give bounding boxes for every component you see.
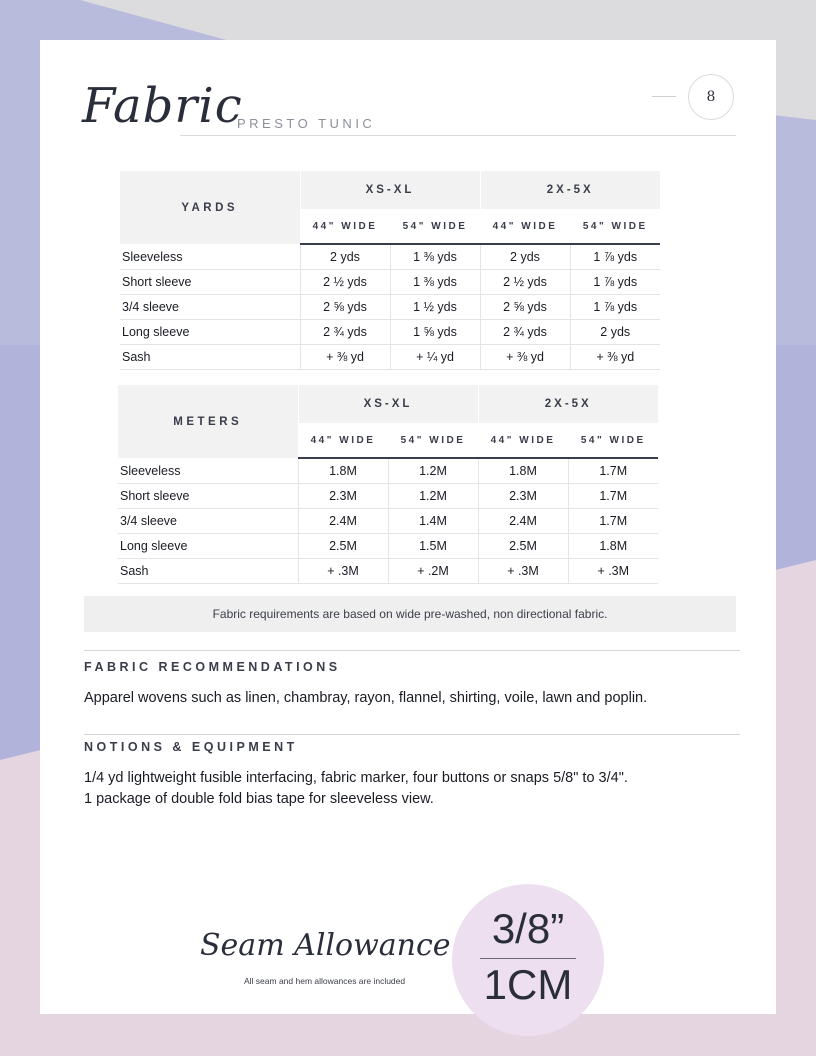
section-divider	[84, 650, 740, 651]
width-header: 44" WIDE	[478, 423, 568, 458]
table-cell: + .2M	[388, 559, 478, 584]
table-cell: 1.4M	[388, 509, 478, 534]
table-row	[120, 295, 660, 320]
seam-allowance-title: Seam Allowance	[200, 928, 451, 963]
badge-divider	[480, 958, 576, 959]
table-cell: 1 ½ yds	[390, 295, 480, 320]
page-number-dash	[652, 96, 676, 97]
width-header: 54" WIDE	[388, 423, 478, 458]
size-group-header: XS-XL	[298, 385, 478, 423]
table-cell: 2 ½ yds	[480, 270, 570, 295]
table-cell: + ⅜ yd	[570, 345, 660, 370]
table-cell: 2 yds	[300, 244, 390, 270]
row-label: 3/4 sleeve	[120, 295, 300, 320]
table-cell: 1 ⅞ yds	[570, 270, 660, 295]
row-label: 3/4 sleeve	[118, 509, 298, 534]
table-cell: 1.8M	[478, 458, 568, 484]
row-label: Long sleeve	[118, 534, 298, 559]
section-divider	[84, 734, 740, 735]
table-cell: 2.5M	[298, 534, 388, 559]
unit-label: METERS	[118, 385, 298, 458]
seam-allowance-metric: 1CM	[483, 961, 573, 1008]
table-cell: 2 ⅝ yds	[480, 295, 570, 320]
table-header-row	[120, 171, 660, 209]
table-cell: 2.5M	[478, 534, 568, 559]
table-header-row	[118, 385, 658, 423]
meters-table	[118, 385, 658, 584]
width-header: 54" WIDE	[390, 209, 480, 244]
fabric-recommendations-heading: FABRIC RECOMMENDATIONS	[84, 660, 341, 674]
table-cell: + .3M	[298, 559, 388, 584]
width-header: 44" WIDE	[480, 209, 570, 244]
seam-allowance-badge	[452, 884, 604, 1036]
table-cell: 2 ¾ yds	[480, 320, 570, 345]
table-row	[120, 320, 660, 345]
row-label: Sleeveless	[118, 458, 298, 484]
table-cell: 1.7M	[568, 484, 658, 509]
table-cell: 2 ⅝ yds	[300, 295, 390, 320]
table-cell: 2 ¾ yds	[300, 320, 390, 345]
table-cell: 1 ⅜ yds	[390, 244, 480, 270]
width-header: 54" WIDE	[568, 423, 658, 458]
page-number: 8	[688, 74, 734, 120]
table-cell: 1 ⅝ yds	[390, 320, 480, 345]
table-cell: 1.5M	[388, 534, 478, 559]
notions-line-1: 1/4 yd lightweight fusible interfacing, fabric marker, four buttons or snaps 5/8" to 3/4".	[84, 770, 628, 786]
seam-allowance-imperial: 3/8”	[491, 905, 565, 952]
table-cell: 2 yds	[480, 244, 570, 270]
unit-label: YARDS	[120, 171, 300, 244]
row-label: Long sleeve	[120, 320, 300, 345]
fabric-recommendations-text: Apparel wovens such as linen, chambray, rayon, flannel, shirting, voile, lawn and poplin.	[84, 690, 648, 706]
table-cell: 1.7M	[568, 458, 658, 484]
table-cell: 1 ⅞ yds	[570, 295, 660, 320]
table-cell: 1.8M	[568, 534, 658, 559]
table-cell: + .3M	[568, 559, 658, 584]
table-cell: 2.4M	[478, 509, 568, 534]
table-cell: 1 ⅜ yds	[390, 270, 480, 295]
width-header: 54" WIDE	[570, 209, 660, 244]
table-row	[118, 534, 658, 559]
table-row	[118, 559, 658, 584]
width-header: 44" WIDE	[300, 209, 390, 244]
table-row	[120, 244, 660, 270]
table-cell: 2.4M	[298, 509, 388, 534]
size-group-header: XS-XL	[300, 171, 480, 209]
table-cell: 1 ⅞ yds	[570, 244, 660, 270]
page-title: Fabric	[82, 78, 243, 134]
table-cell: + .3M	[478, 559, 568, 584]
table-cell: + ⅜ yd	[480, 345, 570, 370]
notions-heading: NOTIONS & EQUIPMENT	[84, 740, 298, 754]
yardage-table	[120, 171, 660, 370]
table-cell: 2.3M	[298, 484, 388, 509]
size-group-header: 2X-5X	[478, 385, 658, 423]
row-label: Sash	[118, 559, 298, 584]
table-row	[120, 345, 660, 370]
fabric-note: Fabric requirements are based on wide pre-washed, non directional fabric.	[84, 596, 736, 632]
header-divider	[180, 135, 736, 136]
pattern-name: PRESTO TUNIC	[237, 116, 376, 131]
row-label: Short sleeve	[118, 484, 298, 509]
table-cell: 2.3M	[478, 484, 568, 509]
table-cell: 2 ½ yds	[300, 270, 390, 295]
table-cell: + ⅜ yd	[300, 345, 390, 370]
page-header	[40, 60, 736, 140]
table-cell: 1.8M	[298, 458, 388, 484]
size-group-header: 2X-5X	[480, 171, 660, 209]
notions-line-2: 1 package of double fold bias tape for sleeveless view.	[84, 791, 434, 807]
table-row	[118, 458, 658, 484]
table-cell: 1.2M	[388, 484, 478, 509]
seam-allowance-note: All seam and hem allowances are included	[244, 976, 406, 986]
table-cell: + ¼ yd	[390, 345, 480, 370]
width-header: 44" WIDE	[298, 423, 388, 458]
table-cell: 2 yds	[570, 320, 660, 345]
table-cell: 1.7M	[568, 509, 658, 534]
row-label: Sleeveless	[120, 244, 300, 270]
row-label: Sash	[120, 345, 300, 370]
table-row	[118, 484, 658, 509]
row-label: Short sleeve	[120, 270, 300, 295]
table-row	[118, 509, 658, 534]
table-cell: 1.2M	[388, 458, 478, 484]
table-row	[120, 270, 660, 295]
